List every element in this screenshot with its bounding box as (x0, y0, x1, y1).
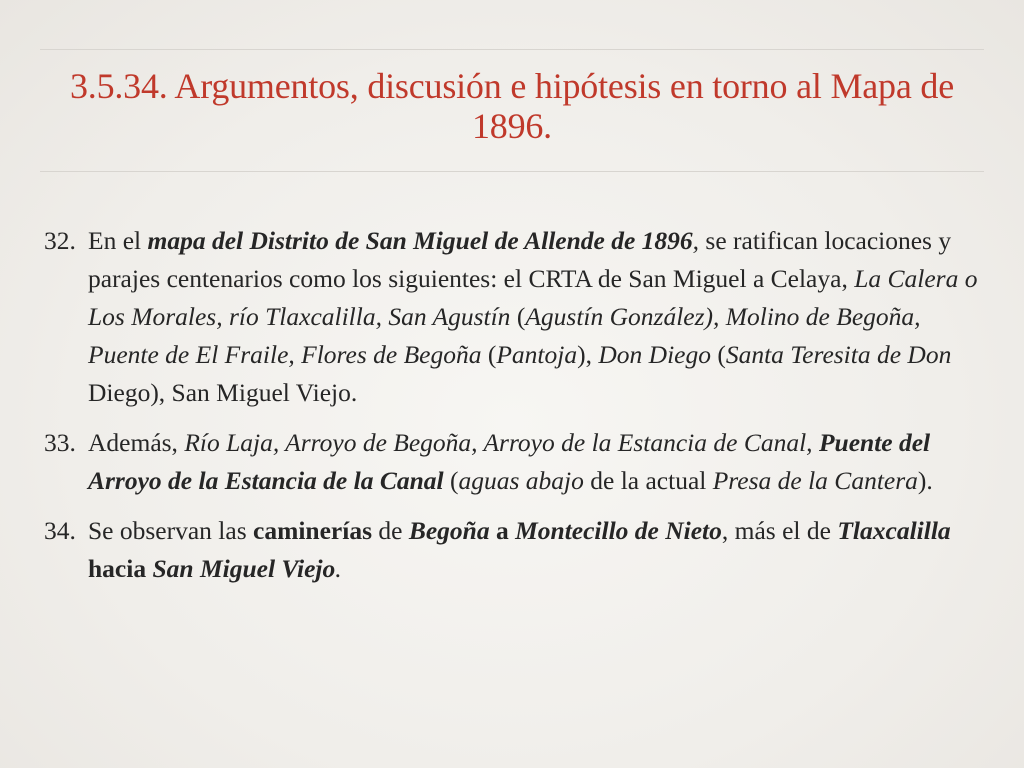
text-segment: La Calera o Los Morales, río Tlaxcalilla, San Agustín (88, 264, 978, 331)
text-segment: se ratifican locaciones y parajes centenarios como los siguientes: el CRTA de San Miguel a Celaya, (88, 226, 952, 293)
item-text (88, 226, 977, 407)
title-top-rule (40, 49, 984, 50)
text-segment: Se observan las (88, 516, 254, 545)
text-segment: Agustín González), Molino de Begoña, Puente de El Fraile, Flores de Begoña (88, 302, 921, 369)
text-segment: , más el de (721, 516, 838, 545)
text-segment: Pantoja (496, 340, 578, 369)
text-segment: Begoña (408, 516, 490, 545)
slide-title: 3.5.34. Argumentos, discusión e hipótesis en torno al Mapa de 1896. (69, 66, 955, 146)
text-segment: , (692, 226, 706, 255)
item-number: 32. (44, 226, 76, 255)
text-segment: Río Laja, Arroyo de Begoña, Arroyo de la Estancia de Canal, (184, 428, 819, 457)
text-segment: ( (510, 302, 526, 331)
text-segment: En el (88, 226, 148, 255)
text-segment: Tlaxcalilla (837, 516, 951, 545)
text-segment: ( (481, 340, 497, 369)
list-item (44, 222, 994, 412)
text-segment: Montecillo de Nieto (515, 516, 722, 545)
list-item (44, 424, 994, 500)
text-segment: Diego), San Miguel Viejo. (88, 378, 358, 407)
numbered-list (44, 222, 994, 588)
text-segment: a (489, 516, 516, 545)
list-item (44, 512, 994, 588)
text-segment: ), (577, 340, 599, 369)
text-segment: hacia (88, 554, 153, 583)
item-text (88, 428, 933, 495)
text-segment: Puente del Arroyo de la Estancia de la Canal (88, 428, 931, 495)
text-segment: Don Diego (598, 340, 711, 369)
text-segment: Además, (88, 428, 185, 457)
text-segment: Presa de la Cantera (712, 466, 918, 495)
text-segment: de (372, 516, 409, 545)
item-number: 34. (44, 516, 76, 545)
text-segment: San Miguel Viejo (152, 554, 336, 583)
text-segment: Santa Teresita de Don (725, 340, 952, 369)
text-segment: . (335, 554, 342, 583)
item-text (88, 516, 951, 583)
text-segment: caminerías (253, 516, 372, 545)
title-bottom-rule (40, 171, 984, 172)
text-segment: ( (710, 340, 726, 369)
text-segment: ( (443, 466, 459, 495)
text-segment: ). (917, 466, 933, 495)
text-segment: de la actual (583, 466, 713, 495)
text-segment: aguas abajo (458, 466, 584, 495)
item-number: 33. (44, 428, 76, 457)
text-segment: mapa del Distrito de San Miguel de Allende de 1896 (147, 226, 693, 255)
